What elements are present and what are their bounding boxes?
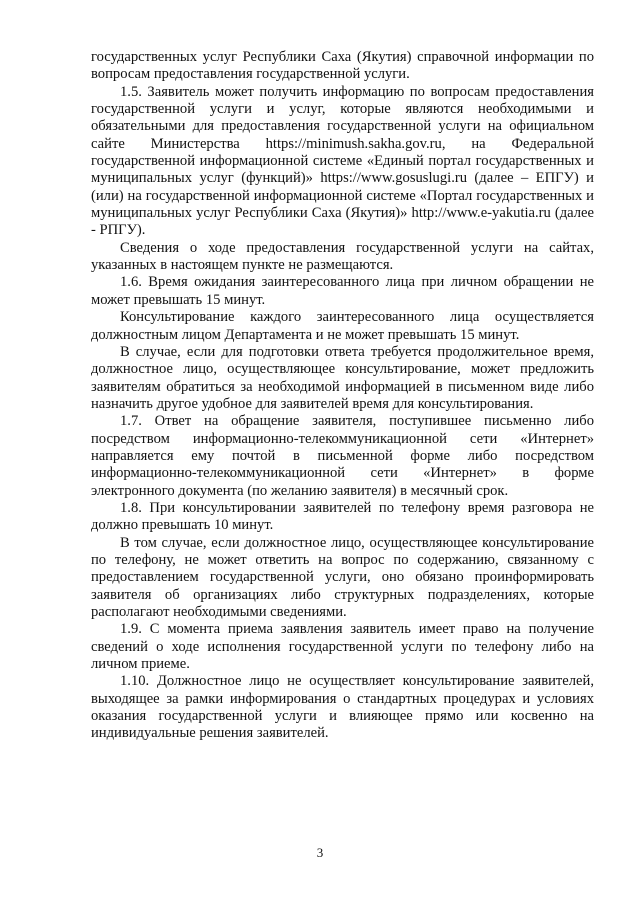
paragraph-1-6-consulting: Консультирование каждого заинтересованного лица осуществляется должностным лицом Департамента и не может превышать 15 минут. [91, 309, 594, 343]
page-number: 3 [316, 845, 324, 860]
paragraph-1-5: 1.5. Заявитель может получить информацию по вопросам предоставления государственной услуги и услуг, которые являются необходимыми и обязательными для предоставления государственной услуги на официальном сайте Министерства https://minimush.sakha.gov.ru, на Федеральной государственной информационной системе «Единый портал государственных и муниципальных услуг (функций)» https://www.gosuslugi.ru (далее – ЕПГУ) и (или) на государственной информационной системе «Портал государственных и муниципальных услуг Республики Саха (Якутия)» http://www.e-yakutia.ru (далее - РПГУ). [91, 83, 594, 239]
paragraph-1-9: 1.9. С момента приема заявления заявитель имеет право на получение сведений о ходе исполнения государственной услуги по телефону либо на личном приеме. [91, 621, 594, 673]
paragraph-1-6: 1.6. Время ожидания заинтересованного лица при личном обращении не может превышать 15 минут. [91, 274, 594, 308]
document-body [91, 49, 594, 743]
paragraph-1-8: 1.8. При консультировании заявителей по телефону время разговора не должно превышать 10 минут. [91, 499, 594, 534]
paragraph-1-8-phone: В том случае, если должностное лицо, осуществляющее консультирование по телефону, не может ответить на вопрос по содержанию, связанному с предоставлением государственной услуги, оно обязано проинформировать заявителя об организациях либо структурных подразделениях, которые располагают необходимыми сведениями. [91, 534, 594, 620]
paragraph-1-10: 1.10. Должностное лицо не осуществляет консультирование заявителей, выходящее за рамки информирования о стандартных процедурах и условиях оказания государственной услуги и влияющее прямо или косвенно на индивидуальные решения заявителей. [91, 673, 594, 742]
paragraph-continuation: государственных услуг Республики Саха (Якутия) справочной информации по вопросам предоставления государственной услуги. [91, 49, 594, 83]
paragraph-1-6-extended: В случае, если для подготовки ответа требуется продолжительное время, должностное лицо, осуществляющее консультирование, может предложить заявителям обратиться за необходимой информацией в письменном виде либо назначить другое удобное для заявителей время для консультирования. [91, 343, 594, 412]
paragraph-1-7: 1.7. Ответ на обращение заявителя, поступившее письменно либо посредством информационно-телекоммуникационной сети «Интернет» направляется ему почтой в письменной форме либо посредством информационно-телекоммуникационной сети «Интернет» в форме электронного документа (по желанию заявителя) в месячный срок. [91, 413, 594, 499]
paragraph-1-5-note: Сведения о ходе предоставления государственной услуги на сайтах, указанных в настоящем пункте не размещаются. [91, 239, 594, 274]
